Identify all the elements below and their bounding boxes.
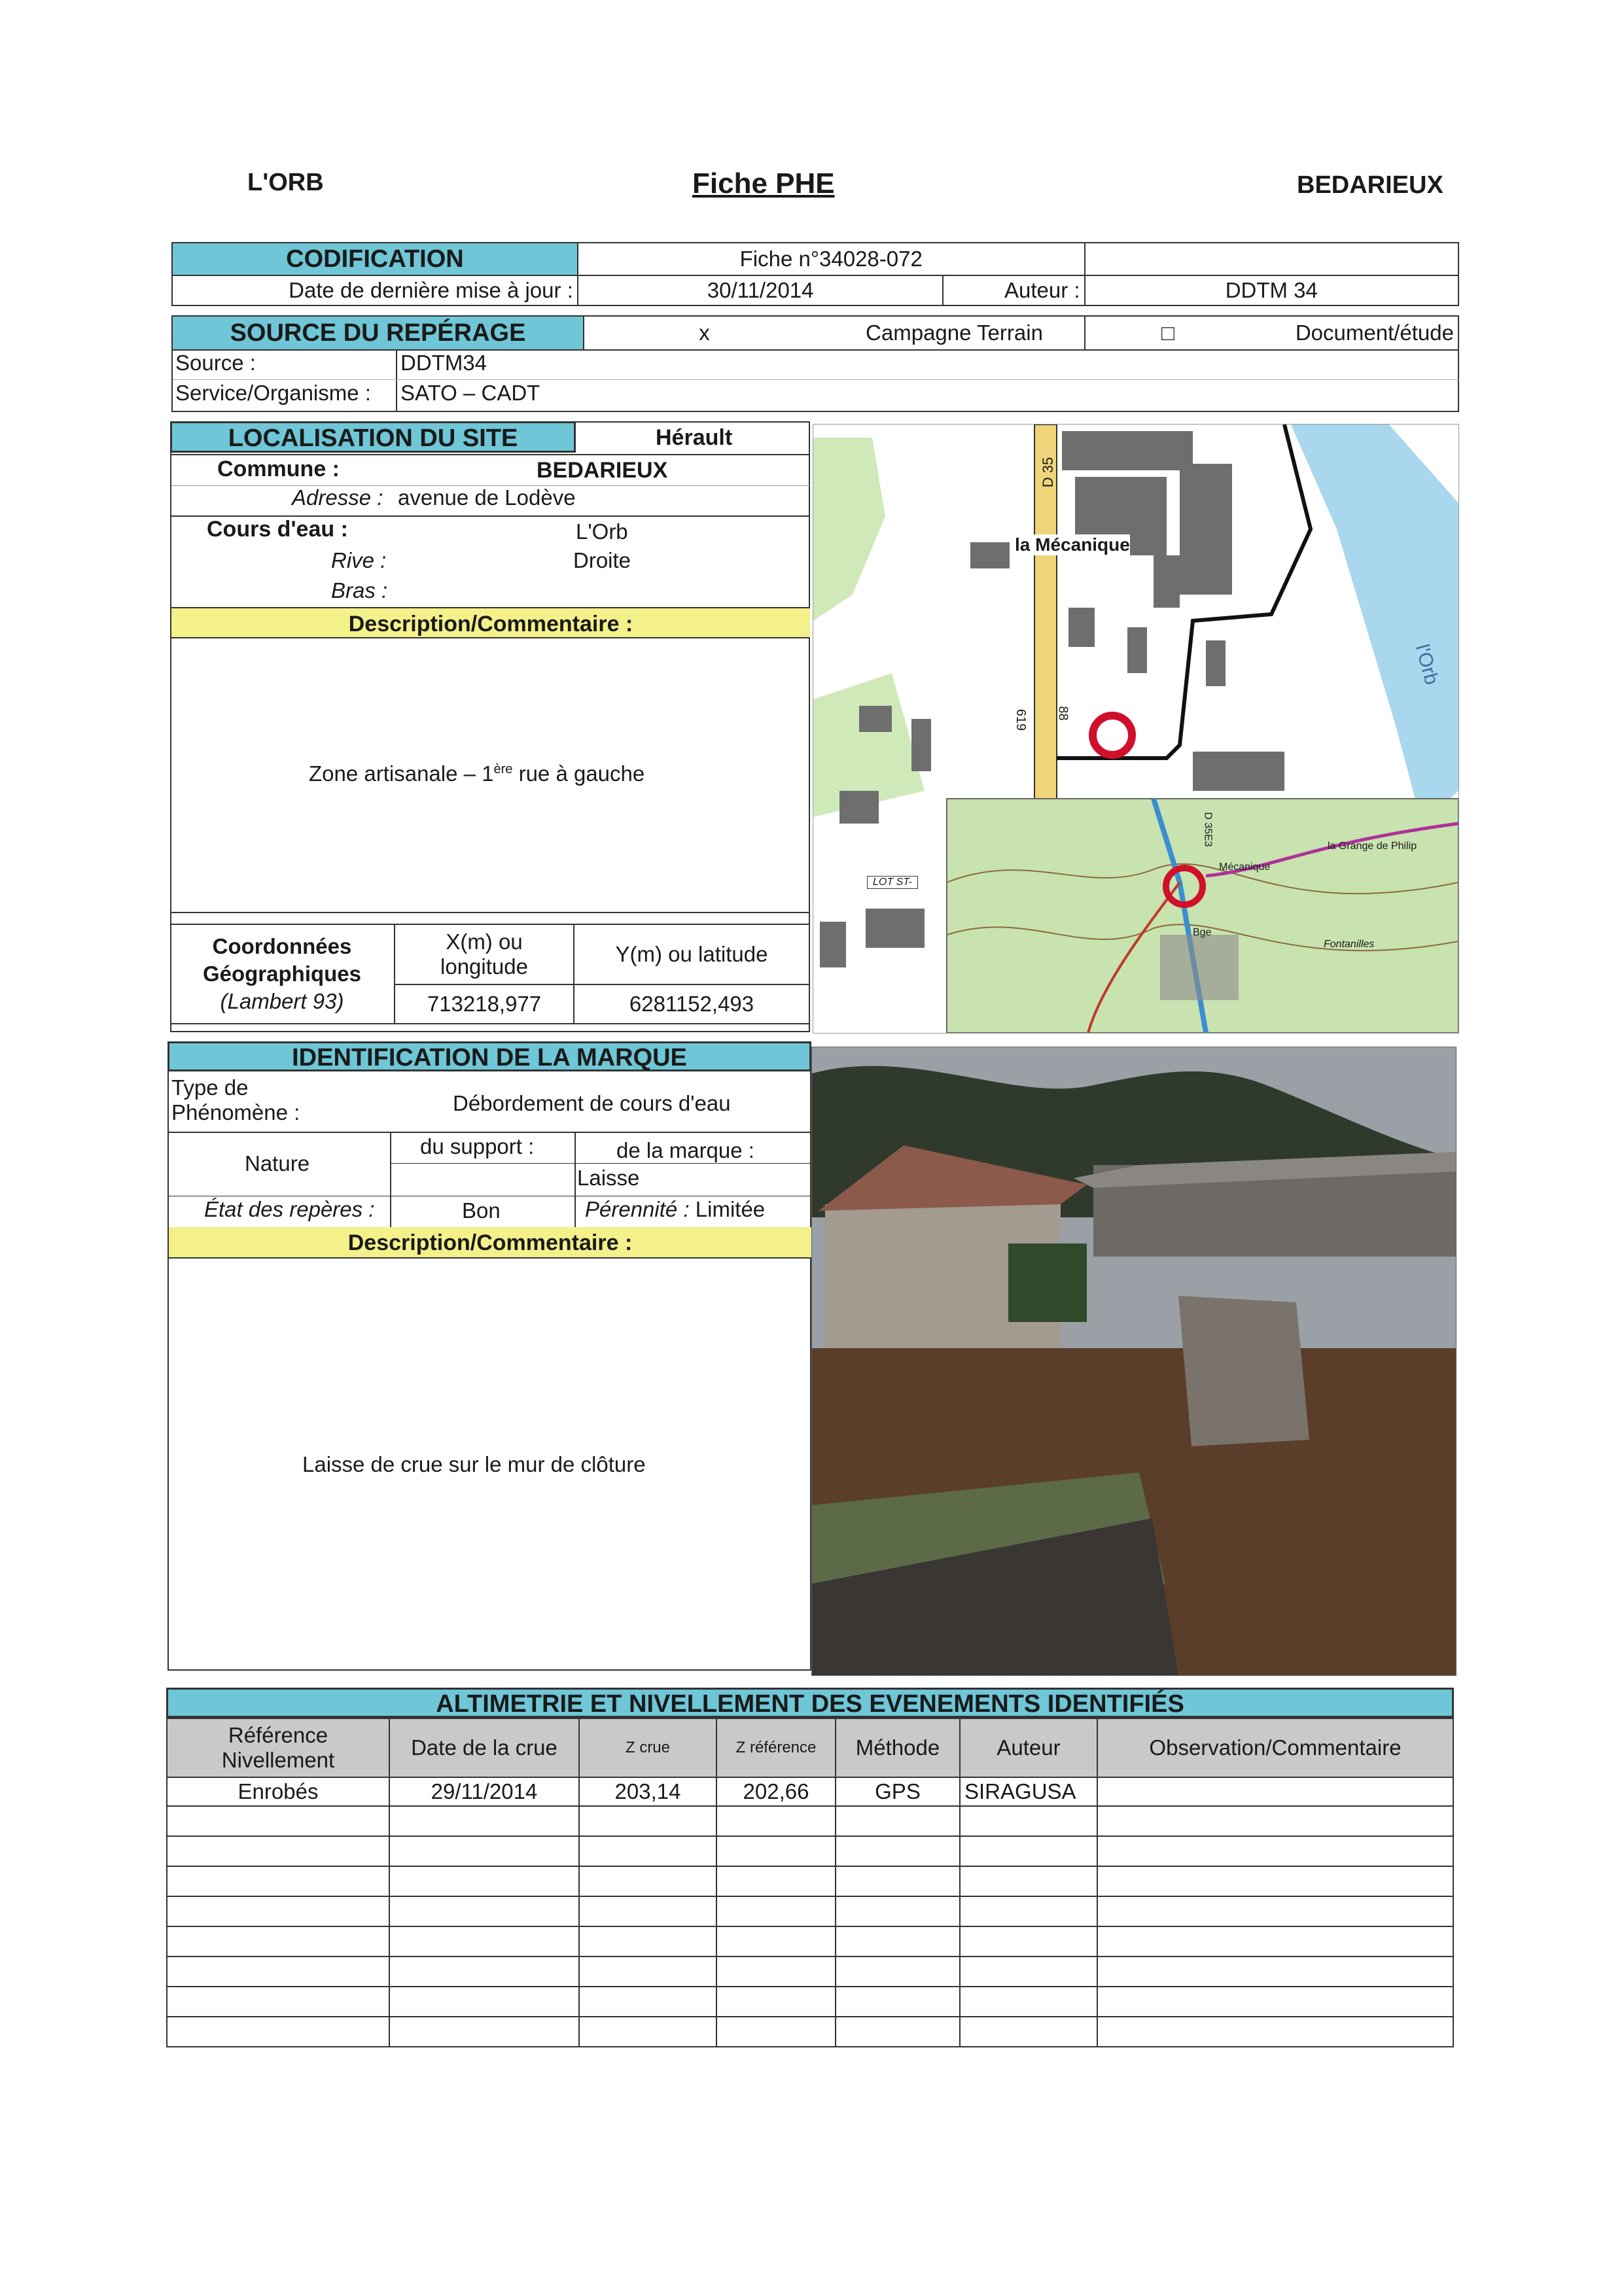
x-head-2: longitude — [440, 954, 528, 979]
rive-value: Droite — [573, 548, 631, 572]
col-reference: Référence Nivellement — [167, 1718, 389, 1777]
loc-description: Zone artisanale – 1ère rue à gauche — [309, 761, 645, 786]
etat-value: Bon — [462, 1198, 501, 1223]
auteur-value: DDTM 34 — [1085, 275, 1458, 305]
table-row — [167, 1987, 1453, 2017]
col-observation: Observation/Commentaire — [1097, 1718, 1453, 1777]
photo-fence-wall — [1178, 1296, 1309, 1446]
marque-label: de la marque : — [616, 1138, 754, 1162]
map-building — [1206, 640, 1226, 686]
source-value: DDTM34 — [400, 351, 487, 375]
source-label: Source : — [175, 351, 256, 375]
coord-label-3: (Lambert 93) — [220, 989, 344, 1013]
col-date: Date de la crue — [389, 1718, 579, 1777]
page-title: Fiche PHE — [692, 167, 835, 200]
date-value: 30/11/2014 — [578, 275, 944, 305]
nature-label: Nature — [245, 1151, 310, 1175]
col-methode: Méthode — [836, 1718, 960, 1777]
table-row — [167, 1957, 1453, 1987]
site-map — [813, 424, 1459, 1034]
localisation-heading: LOCALISATION DU SITE — [170, 421, 576, 453]
cell-observation — [1097, 1777, 1453, 1806]
date-label: Date de dernière mise à jour : — [172, 275, 578, 305]
coordinates-table — [170, 924, 810, 1024]
document-etude: Document/étude — [1250, 316, 1458, 350]
table-row — [167, 2017, 1453, 2047]
topo-label-bge: Bge — [1193, 927, 1212, 938]
map-green-area — [813, 438, 885, 621]
map-building — [1068, 608, 1095, 647]
site-photo — [811, 1047, 1456, 1676]
topo-label-grange: la Grange de Philip — [1328, 841, 1417, 852]
table-row — [167, 1926, 1453, 1957]
table-row — [167, 1866, 1453, 1896]
type-label-2: Phénomène : — [171, 1100, 300, 1124]
identification-heading: IDENTIFICATION DE LA MARQUE — [168, 1041, 811, 1071]
photo-tractor — [1008, 1244, 1087, 1322]
map-building — [911, 719, 931, 771]
map-label-mecanique: la Mécanique — [1015, 534, 1130, 555]
type-label-1: Type de — [171, 1075, 249, 1100]
ident-desc-heading: Description/Commentaire : — [169, 1227, 811, 1259]
ident-description: Laisse de crue sur le mur de clôture — [302, 1452, 646, 1476]
codification-heading: CODIFICATION — [172, 243, 578, 275]
cours-label: Cours d'eau : — [207, 517, 348, 542]
loc-desc-heading: Description/Commentaire : — [171, 607, 810, 638]
cell-methode: GPS — [836, 1777, 960, 1806]
table-row — [167, 1836, 1453, 1866]
map-label-88: 88 — [1055, 706, 1070, 721]
map-building — [1127, 627, 1147, 673]
map-label-619: 619 — [1014, 708, 1029, 731]
y-value: 6281152,493 — [574, 984, 809, 1024]
map-label-river: l'Orb — [1411, 642, 1443, 687]
departement: Hérault — [656, 425, 733, 450]
source-table — [171, 315, 1459, 351]
service-value: SATO – CADT — [400, 381, 540, 405]
coord-label-2: Géographiques — [202, 962, 362, 986]
fiche-number: Fiche n°34028-072 — [578, 243, 1085, 275]
table-row — [167, 1806, 1453, 1836]
map-building — [866, 909, 925, 948]
col-auteur: Auteur — [960, 1718, 1097, 1777]
cell-reference: Enrobés — [167, 1777, 389, 1806]
check-document: □ — [1085, 316, 1250, 350]
service-label: Service/Organisme : — [175, 381, 371, 405]
check-terrain: x — [584, 316, 824, 350]
topo-label-lot: LOT ST- — [867, 876, 918, 889]
bras-label: Bras : — [331, 578, 388, 602]
marque-value: Laisse — [577, 1166, 640, 1190]
map-building — [820, 922, 846, 967]
header-commune: BEDARIEUX — [1297, 171, 1443, 199]
map-building — [1062, 431, 1193, 470]
adresse-label: Adresse : — [292, 485, 383, 510]
coord-label-1: Coordonnées — [212, 934, 352, 958]
map-marker — [1093, 716, 1132, 755]
auteur-label: Auteur : — [943, 275, 1084, 305]
col-z-reference: Z référence — [716, 1718, 836, 1777]
altimetrie-heading: ALTIMETRIE ET NIVELLEMENT DES EVENEMENTS IDENTIFIÉS — [166, 1688, 1454, 1718]
source-heading: SOURCE DU REPÉRAGE — [172, 316, 584, 350]
table-row — [167, 1777, 1453, 1806]
topo-label-fontanilles: Fontanilles — [1324, 939, 1375, 950]
altimetrie-table — [166, 1718, 1454, 2047]
etat-label: État des repères : — [204, 1197, 375, 1221]
map-river — [1291, 425, 1458, 824]
photo-drawing — [812, 1047, 1456, 1675]
table-row — [167, 1896, 1453, 1926]
map-building — [970, 542, 1010, 568]
topo-label-d35e3: D 35E3 — [1202, 812, 1214, 847]
cours-value: L'Orb — [576, 519, 628, 544]
map-building — [1154, 555, 1180, 608]
map-building — [1193, 752, 1284, 791]
cell-auteur: SIRAGUSA — [960, 1777, 1097, 1806]
campagne-terrain: Campagne Terrain — [824, 316, 1085, 350]
rive-label: Rive : — [331, 548, 387, 572]
topo-town — [1160, 935, 1239, 1000]
codification-table — [171, 242, 1459, 306]
commune-label: Commune : — [217, 457, 340, 481]
x-value: 713218,977 — [395, 984, 574, 1024]
map-building — [839, 791, 879, 824]
map-building — [859, 706, 892, 732]
col-z-crue: Z crue — [579, 1718, 716, 1777]
commune-value: BEDARIEUX — [537, 458, 668, 483]
x-head-1: X(m) ou — [446, 930, 523, 954]
cell-z-reference: 202,66 — [716, 1777, 836, 1806]
map-label-d35: D 35 — [1040, 457, 1057, 488]
header-river: L'ORB — [247, 169, 324, 196]
topo-label-mecanique: Mécanique — [1219, 861, 1271, 873]
adresse-value: avenue de Lodève — [398, 485, 576, 510]
type-value: Débordement de cours d'eau — [453, 1091, 731, 1115]
support-label: du support : — [420, 1134, 535, 1158]
map-building — [1180, 464, 1232, 595]
y-head: Y(m) ou latitude — [574, 924, 809, 984]
perennite: Pérennité : Limitée — [585, 1197, 766, 1221]
cell-date: 29/11/2014 — [389, 1777, 579, 1806]
cell-z-crue: 203,14 — [579, 1777, 716, 1806]
